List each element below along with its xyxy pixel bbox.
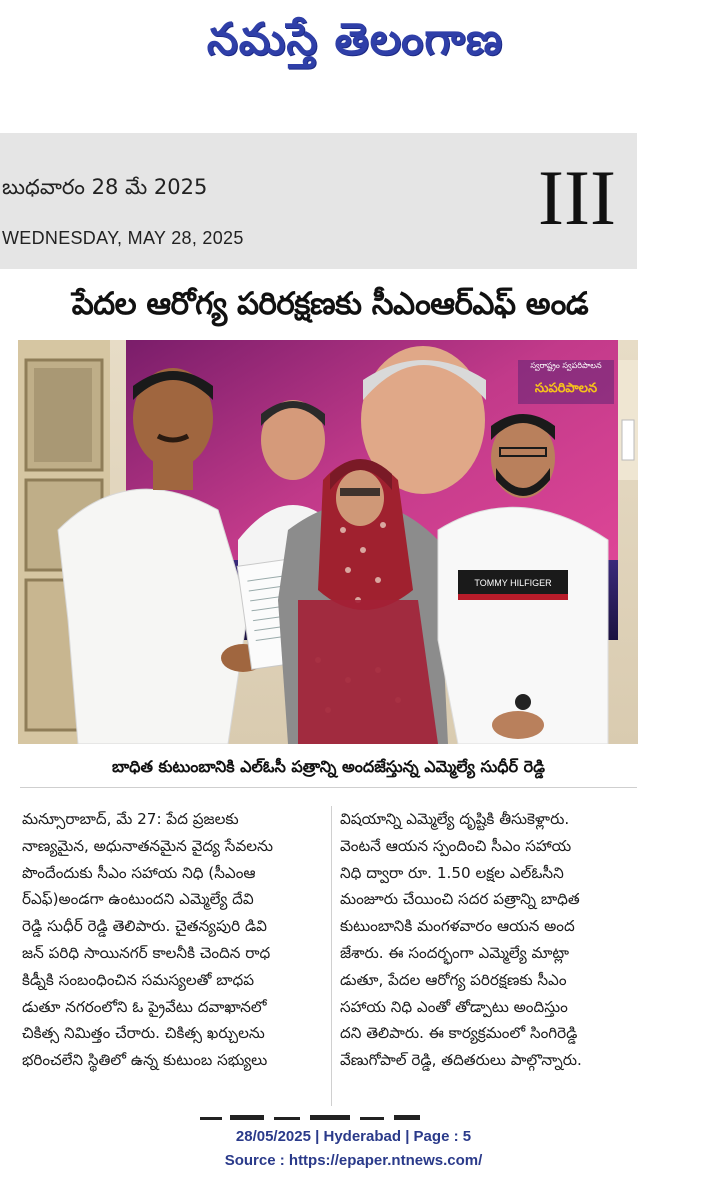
text-line: జన్ పరిధి సాయినగర్ కాలనీకి చెందిన రాధ	[22, 943, 271, 962]
tshirt-text: TOMMY HILFIGER	[474, 578, 552, 588]
masthead	[0, 0, 707, 90]
text-line: మన్సూరాబాద్, మే 27: పేద ప్రజలకు	[22, 810, 239, 828]
date-band	[0, 133, 637, 269]
article-photo	[18, 340, 638, 744]
footer-source-link[interactable]: Source : https://epaper.ntnews.com/	[224, 1152, 483, 1169]
text-line: చికిత్స నిమిత్తం చేరారు. చికిత్స ఖర్చులను	[22, 1024, 265, 1043]
article-column-left	[22, 806, 322, 1074]
text-line: మంజూరు చేయించి సదర పత్రాన్ని బాధిత	[340, 890, 580, 909]
photo-caption-box	[20, 749, 637, 788]
text-line: వెంటనే ఆయన స్పందించి సీఎం సహాయ	[340, 836, 572, 855]
poster-top-text: స్వరాష్ట్రం స్వపరిపాలన	[530, 361, 602, 370]
text-line: దని తెలిపారు. ఈ కార్యక్రమంలో సింగిరెడ్డి	[340, 1024, 578, 1043]
date-telugu: బుధవారం 28 మే 2025	[2, 175, 208, 199]
column-divider	[331, 806, 332, 1106]
text-line: జేశారు. ఈ సందర్భంగా ఎమ్మెల్యే మాట్లా	[340, 943, 570, 962]
text-line: కిడ్నీకి సంబంధించిన సమస్యలతో బాధప	[22, 970, 255, 989]
text-line: ర్‌ఎఫ్)అండగా ఉంటుందని ఎమ్మెల్యే దేవి	[22, 890, 254, 909]
text-line: విషయాన్ని ఎమ్మెల్యే దృష్టికి తీసుకెళ్లారు.	[340, 810, 570, 828]
article-column-right	[340, 806, 638, 1074]
article-headline: పేదల ఆరోగ్య పరిరక్షణకు సీఎంఆర్‌ఎఫ్ అండ	[71, 286, 589, 322]
text-line: నాణ్యమైన, అధునాతనమైన వైద్య సేవలను	[22, 836, 273, 855]
text-line: నిధి ద్వారా రూ. 1.50 లక్షల ఎల్‌ఓసీని	[340, 863, 564, 882]
cut-off-next-headline	[190, 1108, 430, 1120]
text-line: కుటుంబానికి మంగళవారం ఆయన అంద	[340, 917, 575, 936]
poster-logo-text: సుపరిపాలన	[534, 381, 598, 396]
text-line: డుతూ, పేదల ఆరోగ్య పరిరక్షణకు సీఎం	[340, 970, 567, 989]
date-english: WEDNESDAY, MAY 28, 2025	[2, 228, 244, 248]
text-line: భరించలేని స్థితిలో ఉన్న కుటుంబ సభ్యులు	[22, 1051, 268, 1070]
text-line: రెడ్డి సుధీర్ రెడ్డి తెలిపారు. చైతన్యపురి డివి	[22, 917, 267, 936]
text-line: డుతూ నగరంలోని ఓ ప్రైవేటు దవాఖానలో	[22, 997, 267, 1016]
text-line: వేణుగోపాల్ రెడ్డి, తదితరులు పాల్గొన్నారు.	[340, 1051, 582, 1070]
footer-edition-info: 28/05/2025 | Hyderabad | Page : 5	[235, 1128, 472, 1145]
text-line: పొందేందుకు సీఎం సహాయ నిధి (సీఎంఆ	[22, 863, 256, 882]
text-line: సహాయ నిధి ఎంతో తోడ్పాటు అందిస్తుం	[340, 997, 568, 1016]
photo-caption: బాధిత కుటుంబానికి ఎల్‌ఓసీ పత్రాన్ని అందజేస్తున్న ఎమ్మెల్యే సుధీర్ రెడ్డి	[112, 757, 545, 776]
page-number-roman: III	[538, 154, 616, 241]
newspaper-logo: నమస్తే తెలంగాణ	[206, 14, 504, 65]
